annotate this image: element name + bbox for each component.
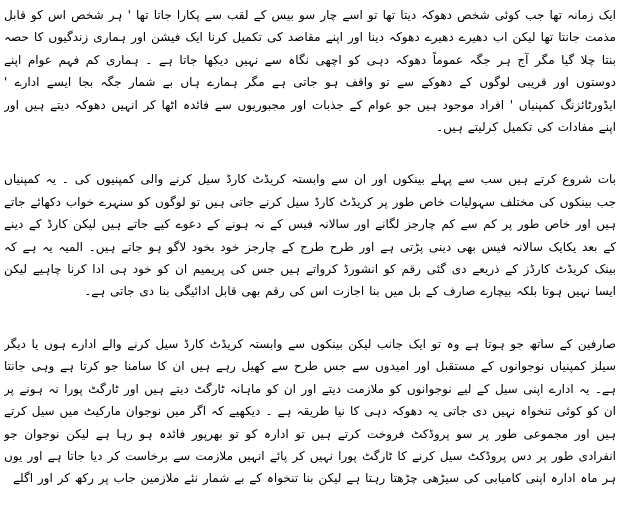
paragraph-intro: ایک زمانہ تھا جب کوئی شخص دھوکہ دیتا تھا تو اسے چار سو بیس کے لقب سے پکارا جاتا تھا ' ہر شخص اس کو قابل مذمت جانتا تھا لیکن اب دھیرے دھیرے دھوکہ دینا اور اپنے مقاصد کی تکمیل کرنا ایک فیشن اور ہماری زندگیوں کا حصہ بنتا چلا گیا مگر آج ہر جگہ عموماً دھوکہ دہی کو اچھی نگاہ سے نہیں دیکھا جاتا ہے ۔ ہماری کم فہم عوام اپنے دوستوں اور قریبی لوگوں کے دھوکے سے تو واقف ہو جاتی ہے مگر ہمارے ہاں بے شمار جگہ بجا ایسے ادارے ' ایڈورٹائزنگ کمپنیاں ' افراد موجود ہیں جو عوام کے جذبات اور مجبوریوں سے فائدہ اٹھا کر انہیں دھوکہ دیتے ہیں اور اپنے مفادات کی تکمیل کرلیتے ہیں۔ bbox=[4, 8, 616, 135]
paragraph-spacer bbox=[4, 138, 616, 168]
paragraph-sales-companies: صارفین کے ساتھ جو ہوتا ہے وہ تو ایک جانب لیکن بینکوں سے وابستہ کریڈٹ کارڈ سیل کرنے والے ادارے ہوں یا دیگر سیلز کمپنیاں نوجوانوں کے مستقبل اور امیدوں سے جس طرح سے کھیل رہے ہیں ان کا سامنا جو کرتا ہے وہی جانتا ہے۔ یہ ادارے اپنی سیل کے لیے نوجوانوں کو ملازمت دیتے اور ان کو ماہانہ ٹارگٹ دیتے ہیں اور ٹارگٹ پورا نہ ہونے پر ان کو کوئی تنخواہ نہیں دی جاتی یہ دھوکہ دہی کا نیا طریقہ ہے ۔ دیکھیے کہ اگر میں نوجوان مارکیٹ میں سیل کرتے ہیں اور مجموعی طور پر سو پروڈکٹ فروخت کرتے ہیں تو ادارہ کو تو بھرپور فائدہ ہو رہا ہے لیکن نوجوان جو انفرادی طور پر دس پروڈکٹ سیل کرنے کا ٹارگٹ پورا نہیں کر پائے انہیں ملازمت سے برخاست کر دیا جاتا ہے اور یوں ہر ماہ ادارہ اپنی کامیابی کی سیڑھی چڑھتا رہتا ہے لیکن بنا تنخواہ کے بے شمار نئے ملازمین جاب پر رکھ کر اور اگلے bbox=[4, 336, 616, 486]
paragraph-credit-cards: بات شروع کرتے ہیں سب سے پہلے بینکوں اور ان سے وابستہ کریڈٹ کارڈ سیل کرنے والی کمپنیوں کی ۔ یہ کمپنیاں جب بینکوں کی مختلف سہولیات خاص طور پر کریڈٹ کارڈ سیل کرنے جاتی ہیں تو لوگوں کو سنہرے خواب دکھائے جاتے ہیں اور خاص طور پر کم سے کم چارجز لگانے اور سالانہ فیس کے نہ ہونے کے دعوے کیے جاتے ہیں لیکن کارڈ کے دینے کے بعد یکایک سالانہ فیس بھی دینی پڑتی ہے اور طرح طرح کے چارجز خود بخود لاگو ہو جاتے ہیں۔ المیہ یہ ہے کہ بینک کریڈٹ کارڈز کے ذریعے دی گئی رقم کو انشورڈ کرواتے ہیں جس کی پریمیم ان کو خود ہی ادا کرنا چاہیے لیکن ایسا نہیں ہوتا بلکہ بیچارے صارف کے بل میں بنا اجازت اس کی رقم بھی قابل ادائیگی بنا دی جاتی ہے۔ bbox=[4, 172, 616, 299]
paragraph-spacer bbox=[4, 303, 616, 333]
article-page bbox=[4, 4, 616, 524]
